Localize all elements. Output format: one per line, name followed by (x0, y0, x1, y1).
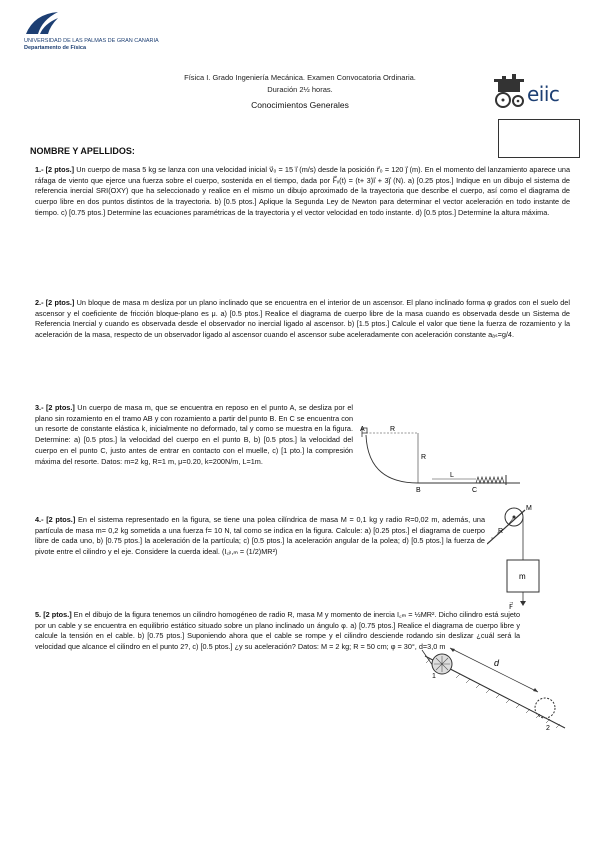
problem-points: 1.- [2 ptos.] (35, 165, 75, 174)
label-A: A (360, 426, 365, 433)
exam-duration: Duración 2½ horas. (267, 85, 333, 94)
figure-3-track-diagram (360, 425, 560, 495)
university-name: UNIVERSIDAD DE LAS PALMAS DE GRAN CANARIA (24, 38, 159, 44)
problem-points: 4.- [2 ptos.] (35, 515, 76, 524)
problem-text: Un cuerpo de masa m, que se encuentra en reposo en el punto A, se desliza por el plano sin rozamiento en el tramo AB y con rozamiento a partir del punto B. En C se encuentra con un resorte de constante elástica k, inicialmente no deformado, tal y como se muestra en la figura. Determine: a) [0.5 ptos.] la velocidad del cuerpo en el punto B, b) [0.5 ptos.] la velocidad del cuerpo en el punto C, justo antes de entrar en contacto con el muelle, c) [1 pto.] la compresión máxima del resorte. Datos: m=2 kg, R=1 m, μ=0.20, k=200N/m, L=1m. (35, 403, 354, 466)
student-name-label: NOMBRE Y APELLIDOS: (30, 146, 135, 156)
figure-5-incline-diagram (420, 642, 570, 738)
force-arrow-icon (520, 601, 526, 606)
problem-4 (35, 515, 485, 558)
label-B: B (416, 487, 421, 494)
label-R: R (498, 528, 504, 535)
problem-1 (35, 165, 570, 219)
grade-box (498, 119, 580, 158)
label-m: m (519, 572, 526, 581)
cylinder-2 (535, 698, 555, 718)
label-1: 1 (432, 673, 436, 680)
problem-points: 3.- [2 ptos.] (35, 403, 75, 412)
eiic-logo-text: eiic (527, 82, 560, 106)
label-R: R (421, 454, 427, 461)
problem-3 (35, 403, 353, 467)
label-L: L (450, 472, 454, 479)
problem-points: 2.- [2 ptos.] (35, 298, 75, 307)
label-R-top: R (390, 426, 396, 433)
label-M: M (526, 505, 532, 512)
university-logo-icon (24, 10, 60, 36)
problem-text: Un bloque de masa m desliza por un plano inclinado que se encuentra en el interior de un ascensor. El plano inclinado forma φ grados con el suelo del ascensor y el coeficiente de fricción bloque-plano es μ. a) [0.5 ptos.] Realice el diagrama de cuerpo libre de la masa cuando es observada desde un Sistema de Referencia Inercial y cuando es observada desde el observador no inercial ligado al ascensor. b) [1.5 ptos.] Calcule el valor que tiene la fuerza de rozamiento y la aceleración de la masa, respecto de un observador ligado al ascensor cuando el ascensor sube aceleradamente con aceleración constante aₐₛ=g/4. (35, 298, 570, 340)
label-2: 2 (546, 725, 550, 732)
label-d: d (494, 658, 500, 668)
problem-points: 5. [2 ptos.] (35, 610, 72, 619)
problem-2 (35, 298, 570, 341)
label-C: C (472, 487, 478, 494)
figure-4-pulley-diagram (487, 500, 567, 610)
department-name: Departamento de Física (24, 45, 87, 51)
spring-icon (476, 477, 504, 483)
curved-track (366, 435, 418, 483)
cable (422, 650, 433, 666)
problem-text: En el sistema representado en la figura, se tiene una polea cilíndrica de masa M = 0,1 kg y radio R=0,02 m, además, una partícula de masa m= 0,2 kg sometida a una fuerza f= 10 N, tal como se indica en la figura. Calcule: a) [0.25 ptos.] el diagrama de cuerpo libre de cada uno, b) [0.75 ptos.] la aceleración de la partícula; c) [0.5 ptos.] la aceleración angular de la polea; d) [0.5 ptos.] la fuerza de pivote entre el cilindro y el eje. Considere la cuerda ideal. (I꜀ᵢₗ,ₘ = (1/2)MR²) (35, 515, 486, 557)
problem-text: En el dibujo de la figura tenemos un cilindro homogéneo de radio R, masa M y momento de inercia I꜀ₘ = ½MR². Dicho cilindro está sujeto por un cable y se encuentra en equilibrio estático situado sobre un plano inclinado un ángulo φ. a) [0.75 ptos.] Realice el diagrama de cuerpo libre y calcule la tensión en el cable. b) [0.75 ptos.] Suponiendo ahora que el cable se rompe y el cilindro desciende rodando sin deslizar ¿cuál será la velocidad que alcance el cilindro en el punto 2?, c) [0.5 ptos.] ¿y su aceleración? Datos: M = 2 kg; R = 50 cm; φ = 30°, d=3,0 m (35, 610, 521, 652)
problem-text: Un cuerpo de masa 5 kg se lanza con una velocidad inicial v⃗₀ = 15 ı⃗ (m/s) desde la posición r⃗₀ = 120 ȷ⃗ (m). En el momento del lanzamiento aparece una ráfaga de viento que ejerce una fuerza sobre el cuerpo, sostenida en el tiempo, dada por F⃗ᵥ(t) = (t+ 3)ı⃗ + 3ȷ⃗ (N). a) [0.25 ptos.] Indique en un dibujo el sistema de referencia inercial SRI(OXY) que ha seleccionado y realice en el mismo un dibujo aproximado de la trayectoria que describe el cuerpo, así como el diagrama de cuerpo libre en dos puntos distintos de la trayectoria. b) [0.5 ptos.] Aplique la Segunda Ley de Newton para determinar el vector aceleración en todo instante de tiempo. c) [0.75 ptos.] Determine las ecuaciones paramétricas de la trayectoria y el vector velocidad en todo instante. d) [0.5 ptos.] Determine la altura máxima. (35, 165, 571, 217)
section-title: Conocimientos Generales (251, 100, 349, 110)
exam-title: Física I. Grado Ingeniería Mecánica. Examen Convocatoria Ordinaria. (184, 73, 416, 82)
label-F: F⃗ (509, 604, 514, 610)
